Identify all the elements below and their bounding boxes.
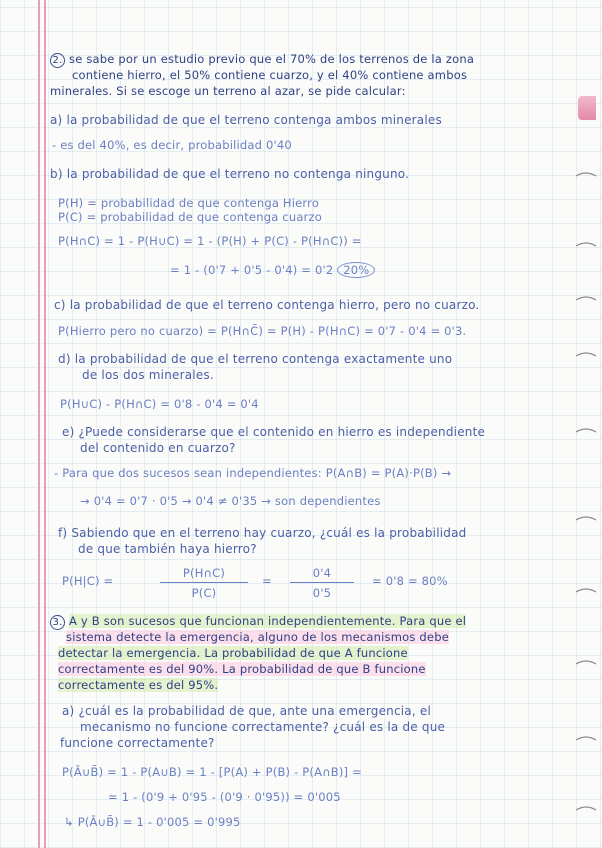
formula-line: P(H∪C) - P(H∩C) = 0'8 - 0'4 = 0'4 bbox=[60, 397, 259, 411]
formula-line: ↳ P(Ā∪B̄) = 1 - 0'005 = 0'995 bbox=[64, 815, 241, 829]
question-3a: funcione correctamente? bbox=[60, 736, 215, 750]
formula-line: P(H∩C) = 1 - P(H∪C) = 1 - (P(H) + P(C) - P(H∩C)) = bbox=[58, 234, 362, 248]
fraction-numerator: P(H∩C) bbox=[182, 566, 226, 580]
equals-sign: = bbox=[262, 574, 272, 588]
problem-3-intro-line: 3. A y B son sucesos que funcionan independientemente. Para que el bbox=[50, 614, 466, 630]
question-3a: a) ¿cuál es la probabilidad de que, ante una emergencia, el bbox=[62, 704, 431, 718]
problem-number: 3. bbox=[50, 615, 65, 630]
problem-3-intro-line: detectar la emergencia. La probabilidad de que A funcione bbox=[58, 646, 408, 660]
question-e: del contenido en cuarzo? bbox=[80, 441, 236, 455]
question-a: a) la probabilidad de que el terreno contenga ambos minerales bbox=[50, 113, 442, 127]
formula-lhs: P(H|C) = bbox=[62, 574, 114, 588]
formula-line: P(Ā∪B̄) = 1 - P(A∪B) = 1 - [P(A) + P(B) - P(A∩B)] = bbox=[62, 765, 362, 779]
formula-line: = 1 - (0'7 + 0'5 - 0'4) = 0'2 20% bbox=[170, 262, 375, 278]
fraction-bar bbox=[290, 582, 354, 583]
question-e: e) ¿Puede considerarse que el contenido en hierro es independiente bbox=[62, 425, 486, 439]
problem-number: 2. bbox=[50, 53, 65, 68]
problem-2-intro-line: minerales. Si se escoge un terreno al azar, se pide calcular: bbox=[50, 84, 406, 98]
problem-3-intro-line: sistema detecte la emergencia, alguno de los mecanismos debe bbox=[66, 630, 449, 644]
problem-2-intro-line: 2. se sabe por un estudio previo que el 70% de los terrenos de la zona bbox=[50, 52, 474, 68]
formula-line: - Para que dos sucesos sean independientes: P(A∩B) = P(A)·P(B) → bbox=[54, 466, 452, 480]
result: = 0'8 = 80% bbox=[372, 574, 448, 588]
result-circle: 20% bbox=[337, 262, 375, 278]
fraction-denominator: P(C) bbox=[191, 586, 217, 600]
definition-line: P(C) = probabilidad de que contenga cuarzo bbox=[58, 210, 322, 224]
question-d: de los dos minerales. bbox=[82, 368, 214, 382]
question-f: f) Sabiendo que en el terreno hay cuarzo, ¿cuál es la probabilidad bbox=[58, 526, 467, 540]
question-d: d) la probabilidad de que el terreno contenga exactamente uno bbox=[58, 352, 453, 366]
fraction-bar bbox=[160, 582, 248, 583]
question-3a: mecanismo no funcione correctamente? ¿cuál es la de que bbox=[80, 720, 446, 734]
fraction-numerator: 0'4 bbox=[312, 566, 332, 580]
answer-a: - es del 40%, es decir, probabilidad 0'40 bbox=[52, 138, 292, 152]
fraction-denominator: 0'5 bbox=[312, 586, 332, 600]
problem-2-intro-line: contiene hierro, el 50% contiene cuarzo, y el 40% contiene ambos bbox=[72, 68, 468, 82]
problem-3-intro-line: correctamente es del 90%. La probabilidad de que B funcione bbox=[58, 662, 426, 676]
formula-line: = 1 - (0'9 + 0'95 - (0'9 · 0'95)) = 0'005 bbox=[108, 790, 341, 804]
formula-line: P(Hierro pero no cuarzo) = P(H∩C̄) = P(H) - P(H∩C) = 0'7 - 0'4 = 0'3. bbox=[58, 324, 467, 338]
formula-line: → 0'4 = 0'7 · 0'5 → 0'4 ≠ 0'35 → son dependientes bbox=[80, 494, 381, 508]
question-c: c) la probabilidad de que el terreno contenga hierro, pero no cuarzo. bbox=[54, 298, 480, 312]
definition-line: P(H) = probabilidad de que contenga Hierro bbox=[58, 196, 320, 210]
question-f: de que también haya hierro? bbox=[78, 542, 257, 556]
question-b: b) la probabilidad de que el terreno no contenga ninguno. bbox=[50, 167, 410, 181]
problem-3-intro-line: correctamente es del 95%. bbox=[58, 678, 219, 692]
